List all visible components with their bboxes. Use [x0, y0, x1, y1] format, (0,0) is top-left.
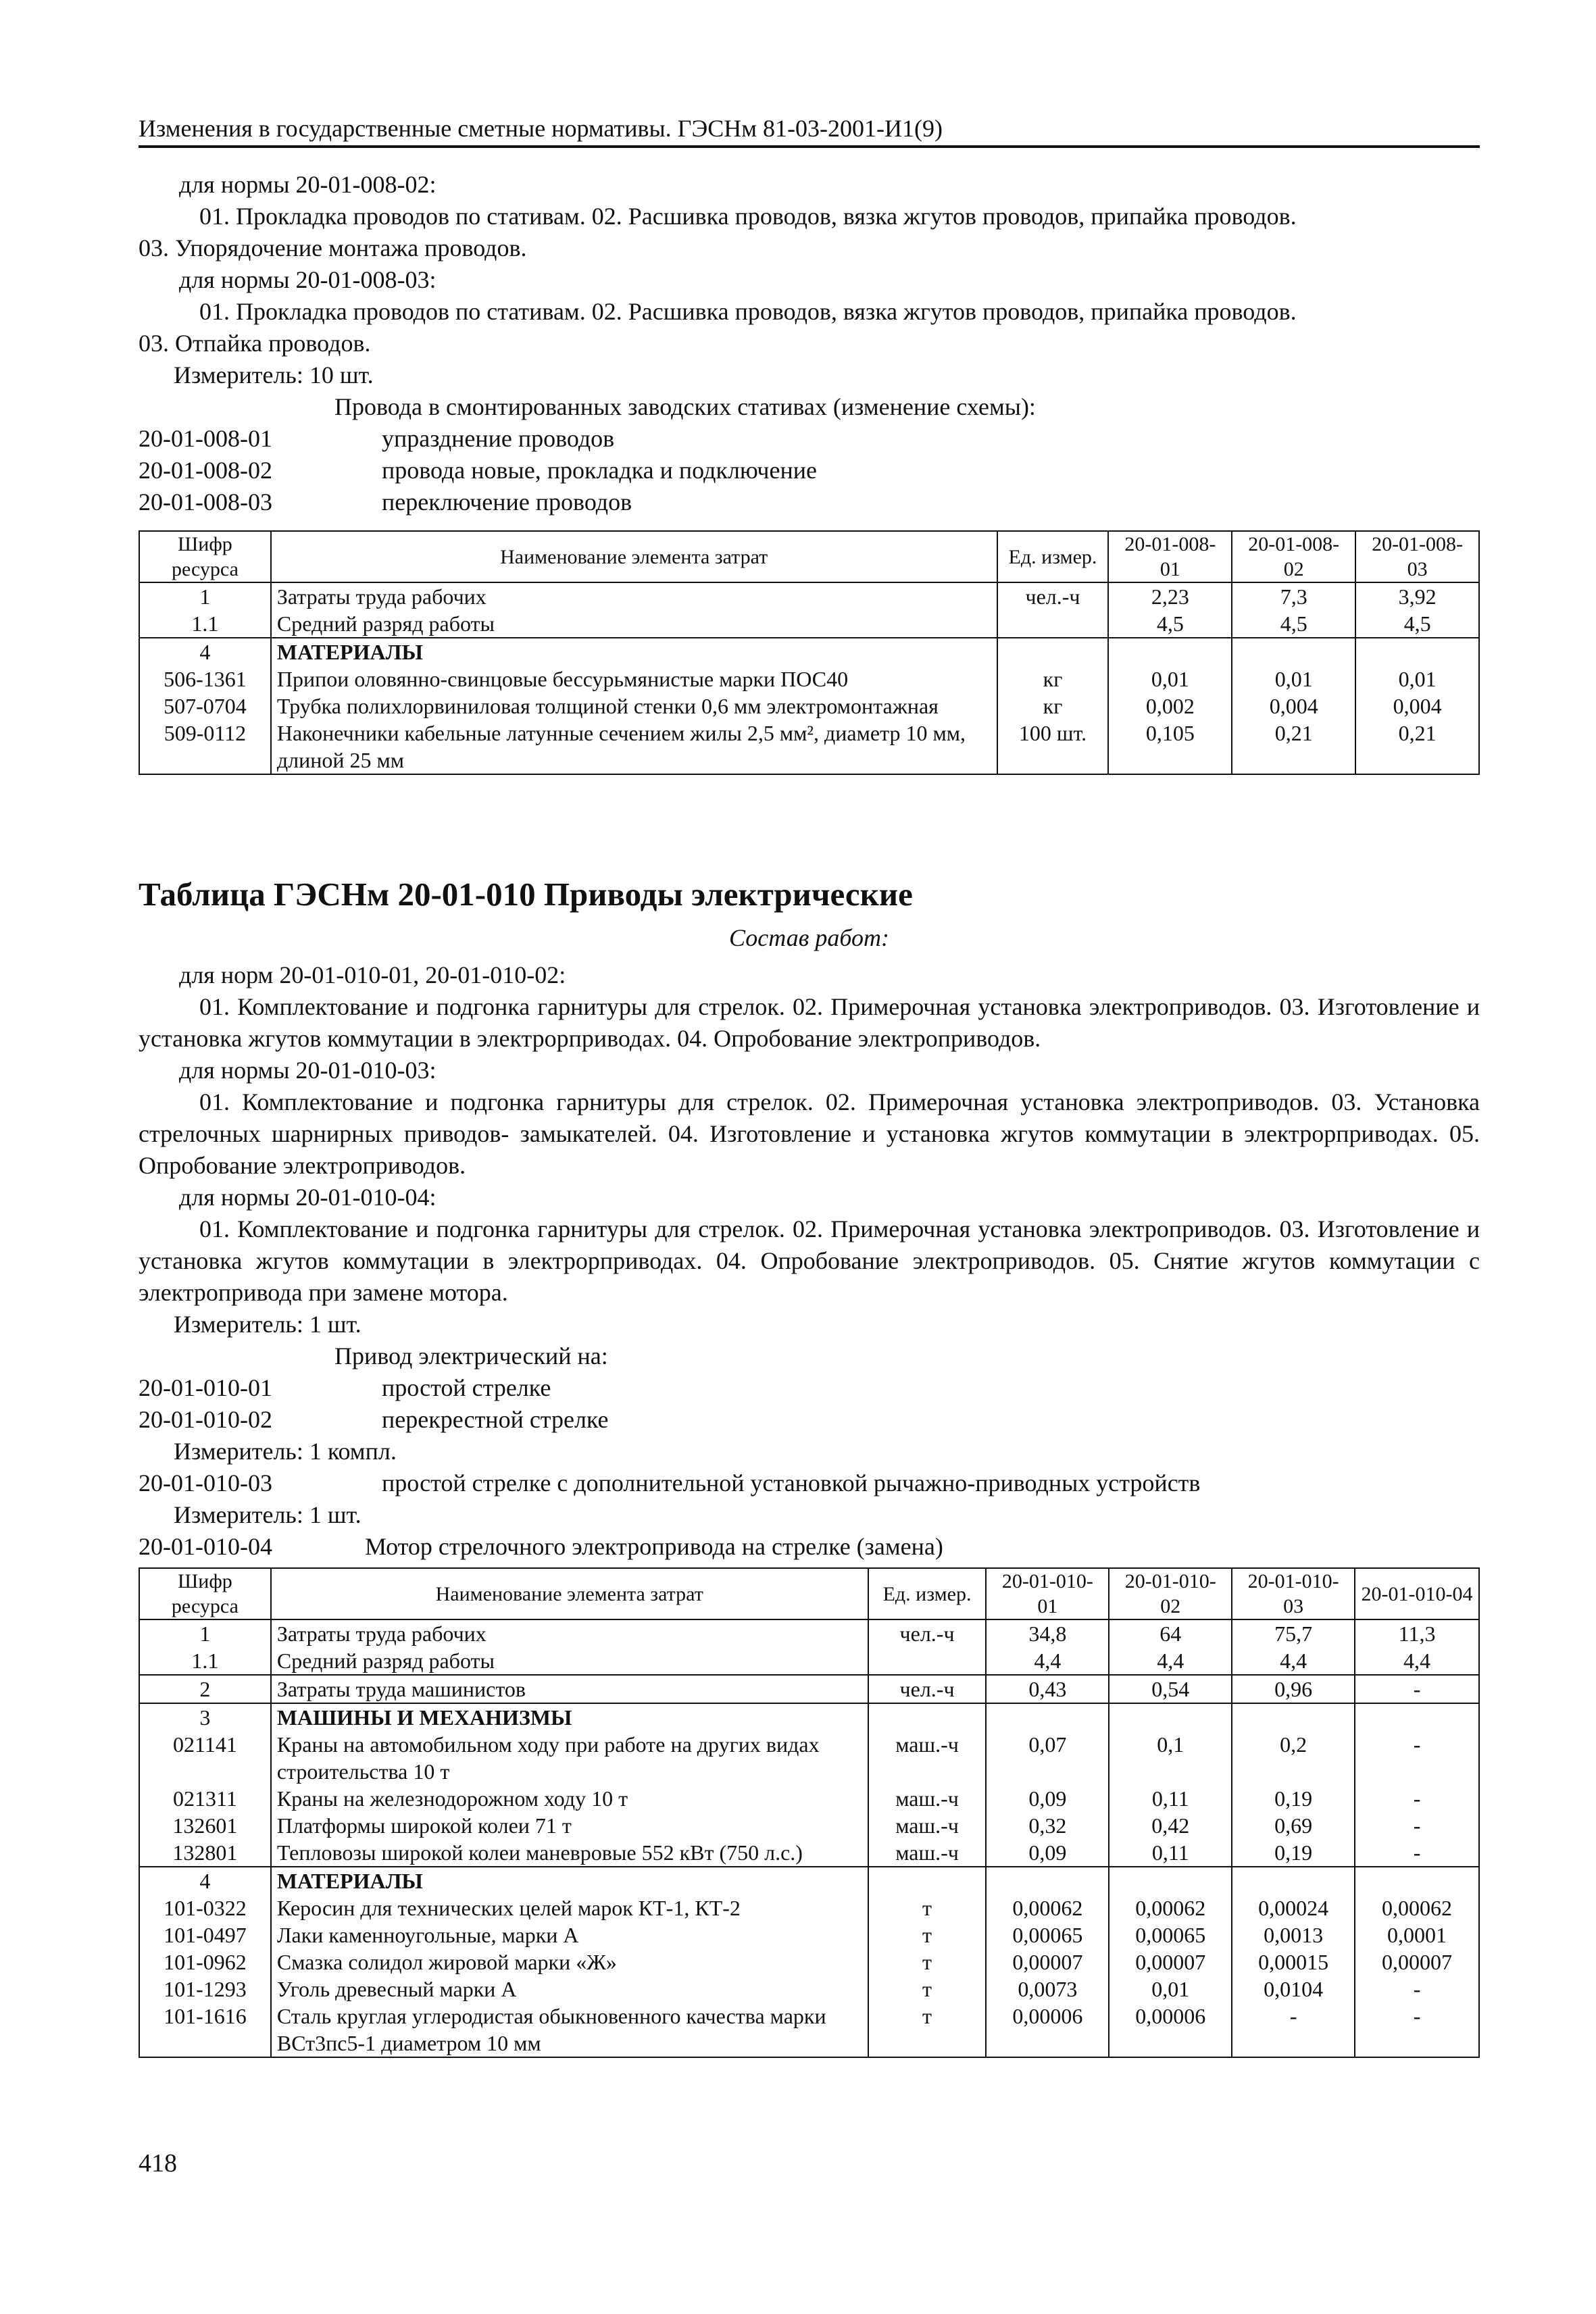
norm-label: для нормы 20-01-010-04: — [179, 1184, 437, 1211]
cell-value: 4,5 — [1355, 610, 1479, 638]
cell-unit — [997, 610, 1109, 638]
cell-value: 0,105 — [1108, 720, 1232, 774]
cell-value: 0,2 — [1232, 1731, 1355, 1785]
cell-name: Лаки каменноугольные, марки А — [271, 1921, 868, 1948]
col-header-norm: 20-01-010-03 — [1232, 1568, 1355, 1619]
cell-value: - — [1355, 1675, 1479, 1703]
cell-code: 1 — [139, 582, 271, 610]
norm-code: 20-01-010-04 — [139, 1533, 272, 1560]
cell-value: 2,23 — [1108, 582, 1232, 610]
cell-value: 0,01 — [1108, 665, 1232, 693]
cell-unit: кг — [997, 665, 1109, 693]
cell-value: 0,002 — [1108, 693, 1232, 720]
cell-value: - — [1355, 1976, 1479, 2003]
resource-table-1 — [139, 530, 1480, 775]
running-header: Изменения в государственные сметные нормативы. ГЭСНм 81-03-2001-И1(9) — [139, 114, 1480, 148]
cell-value: 0,43 — [986, 1675, 1109, 1703]
cell-value: 0,69 — [1232, 1812, 1355, 1839]
page-number: 418 — [139, 2149, 177, 2178]
cell-value: 0,1 — [1109, 1731, 1232, 1785]
col-header-code: Шифр ресурса — [139, 531, 271, 582]
norm-label: для нормы 20-01-010-03: — [179, 1057, 437, 1084]
norm-label: для норм 20-01-010-01, 20-01-010-02: — [179, 961, 566, 988]
cell-name: Затраты труда рабочих — [271, 582, 997, 610]
cell-code: 101-1293 — [139, 1976, 271, 2003]
norm-code-line — [139, 486, 1480, 518]
norm-name: Мотор стрелочного электропривода на стрелке (замена) — [365, 1533, 943, 1560]
table-row — [139, 1731, 1479, 1785]
col-header-unit: Ед. измер. — [868, 1568, 987, 1619]
cell-code: 021311 — [139, 1785, 271, 1812]
cell-value: 0,00006 — [1109, 2003, 1232, 2057]
cell-value: 64 — [1109, 1619, 1232, 1647]
cell-value: 0,00062 — [1109, 1894, 1232, 1921]
norm-label: для нормы 20-01-008-02: — [179, 171, 437, 198]
cell-unit: маш.-ч — [868, 1785, 987, 1812]
col-header-unit: Ед. измер. — [997, 531, 1109, 582]
cell-name: Керосин для технических целей марок КТ-1, КТ-2 — [271, 1894, 868, 1921]
cell-name: Тепловозы широкой колеи маневровые 552 кВт (750 л.с.) — [271, 1839, 868, 1867]
cell-value: 4,5 — [1108, 610, 1232, 638]
table-row — [139, 1675, 1479, 1703]
cell-unit: т — [868, 1894, 987, 1921]
section-heading: МАТЕРИАЛЫ — [271, 638, 997, 665]
cell-value: - — [1355, 1785, 1479, 1812]
cell-name: Смазка солидол жировой марки «Ж» — [271, 1948, 868, 1976]
cell-name: Наконечники кабельные латунные сечением жилы 2,5 мм², диаметр 10 мм, длиной 25 мм — [271, 720, 997, 774]
table-row — [139, 1894, 1479, 1921]
col-header-name: Наименование элемента затрат — [271, 1568, 868, 1619]
norm-label: для нормы 20-01-008-03: — [179, 266, 437, 293]
norm-code-line — [139, 1467, 1480, 1499]
norm-name: упразднение проводов — [382, 425, 615, 452]
work-step: 01. Прокладка проводов по стативам. 02. Расшивка проводов, вязка жгутов проводов, припайка проводов. — [199, 203, 1297, 230]
cell-value: 0,09 — [986, 1839, 1109, 1867]
work-composition-label: Состав работ: — [729, 924, 889, 951]
table-row — [139, 638, 1479, 665]
cell-value: 7,3 — [1232, 582, 1355, 610]
cell-unit: маш.-ч — [868, 1812, 987, 1839]
table-row — [139, 1812, 1479, 1839]
cell-code: 4 — [139, 1867, 271, 1894]
cell-value: 0,09 — [986, 1785, 1109, 1812]
cell-value: 0,21 — [1355, 720, 1479, 774]
cell-unit: т — [868, 1921, 987, 1948]
table-row — [139, 1867, 1479, 1894]
cell-value: 34,8 — [986, 1619, 1109, 1647]
cell-code: 509-0112 — [139, 720, 271, 774]
work-step: 01. Прокладка проводов по стативам. 02. Расшивка проводов, вязка жгутов проводов, припайка проводов. — [199, 298, 1297, 325]
cell-value: - — [1355, 2003, 1479, 2057]
table-row — [139, 1647, 1479, 1675]
cell-value: - — [1232, 2003, 1355, 2057]
cell-name: Затраты труда машинистов — [271, 1675, 868, 1703]
cell-code: 101-0962 — [139, 1948, 271, 1976]
col-header-code: Шифр ресурса — [139, 1568, 271, 1619]
cell-name: Трубка полихлорвиниловая толщиной стенки 0,6 мм электромонтажная — [271, 693, 997, 720]
resource-table-2 — [139, 1567, 1480, 2058]
cell-value: 0,01 — [1355, 665, 1479, 693]
measure-unit: Измеритель: 1 компл. — [174, 1438, 397, 1465]
cell-value: 0,00065 — [1109, 1921, 1232, 1948]
cell-code: 021141 — [139, 1731, 271, 1785]
cell-value: 0,00015 — [1232, 1948, 1355, 1976]
table-row — [139, 1921, 1479, 1948]
norm-name: провода новые, прокладка и подключение — [382, 457, 818, 484]
col-header-norm: 20-01-008-02 — [1232, 531, 1355, 582]
norm-code-line — [139, 1372, 1480, 1404]
norm-code: 20-01-010-02 — [139, 1406, 272, 1433]
cell-code: 1 — [139, 1619, 271, 1647]
cell-unit: чел.-ч — [868, 1675, 987, 1703]
measure-unit: Измеритель: 10 шт. — [174, 361, 374, 388]
norm-code-line — [139, 455, 1480, 486]
cell-value: 0,0013 — [1232, 1921, 1355, 1948]
cell-value: 0,42 — [1109, 1812, 1232, 1839]
norm-name: простой стрелке — [382, 1374, 551, 1401]
cell-code: 101-1616 — [139, 2003, 271, 2057]
cell-value: 4,4 — [1109, 1647, 1232, 1675]
cell-code: 507-0704 — [139, 693, 271, 720]
cell-value: 75,7 — [1232, 1619, 1355, 1647]
cell-code: 132801 — [139, 1839, 271, 1867]
norm-code-line — [139, 1531, 1480, 1563]
work-steps: 01. Комплектование и подгонка гарнитуры для стрелок. 02. Примерочная установка электроприводов. 03. Установка стрелочных шарнирных приводов- замыкателей. 04. Изготовление и установка жгутов коммутации в электрорприводах. 05. Опробование электроприводов. — [139, 1088, 1480, 1179]
cell-unit: 100 шт. — [997, 720, 1109, 774]
cell-name: Краны на автомобильном ходу при работе на других видах строительства 10 т — [271, 1731, 868, 1785]
measure-unit: Измеритель: 1 шт. — [174, 1311, 361, 1338]
cell-unit: чел.-ч — [997, 582, 1109, 610]
cell-value: 0,004 — [1355, 693, 1479, 720]
table-row — [139, 693, 1479, 720]
table-row — [139, 2003, 1479, 2057]
norm-code-line — [139, 423, 1480, 455]
col-header-norm: 20-01-008-01 — [1108, 531, 1232, 582]
cell-name: Средний разряд работы — [271, 1647, 868, 1675]
cell-value: 0,01 — [1109, 1976, 1232, 2003]
cell-code: 1.1 — [139, 1647, 271, 1675]
cell-value: 0,21 — [1232, 720, 1355, 774]
table-row — [139, 1703, 1479, 1731]
table-row — [139, 720, 1479, 774]
cell-value: 0,54 — [1109, 1675, 1232, 1703]
cell-value: - — [1355, 1731, 1479, 1785]
cell-code: 101-0322 — [139, 1894, 271, 1921]
section-heading: МАТЕРИАЛЫ — [271, 1867, 868, 1894]
cell-value: 0,32 — [986, 1812, 1109, 1839]
norm-name: перекрестной стрелке — [382, 1406, 609, 1433]
cell-unit: т — [868, 2003, 987, 2057]
col-header-norm: 20-01-010-01 — [986, 1568, 1109, 1619]
cell-name: Припои оловянно-свинцовые бессурьмянистые марки ПОС40 — [271, 665, 997, 693]
cell-value: 0,11 — [1109, 1785, 1232, 1812]
table-title: Таблица ГЭСНм 20-01-010 Приводы электрические — [139, 876, 913, 913]
cell-value: 3,92 — [1355, 582, 1479, 610]
cell-value: 0,96 — [1232, 1675, 1355, 1703]
work-steps: 01. Комплектование и подгонка гарнитуры для стрелок. 02. Примерочная установка электроприводов. 03. Изготовление и установка жгутов коммутации в электрорприводах. 04. Опробование электроприводов. — [139, 993, 1480, 1052]
cell-unit: чел.-ч — [868, 1619, 987, 1647]
table-row — [139, 1976, 1479, 2003]
cell-code: 506-1361 — [139, 665, 271, 693]
work-steps: 01. Комплектование и подгонка гарнитуры для стрелок. 02. Примерочная установка электроприводов. 03. Изготовление и установка жгутов коммутации в электрорприводах. 04. Опробование электроприводов. 05. Снятие жгутов коммутации с электропривода при замене мотора. — [139, 1215, 1480, 1306]
norm-code: 20-01-010-01 — [139, 1374, 272, 1401]
cell-code: 1.1 — [139, 610, 271, 638]
norm-name: переключение проводов — [382, 488, 632, 515]
col-header-norm: 20-01-008-03 — [1355, 531, 1479, 582]
cell-unit: маш.-ч — [868, 1839, 987, 1867]
norm-code: 20-01-008-01 — [139, 425, 272, 452]
cell-value: 0,00006 — [986, 2003, 1109, 2057]
cell-value: 0,07 — [986, 1731, 1109, 1785]
section-heading: МАШИНЫ И МЕХАНИЗМЫ — [271, 1703, 868, 1731]
cell-name: Средний разряд работы — [271, 610, 997, 638]
work-step: 03. Отпайка проводов. — [139, 330, 371, 357]
table-row — [139, 1785, 1479, 1812]
col-header-norm: 20-01-010-04 — [1355, 1568, 1479, 1619]
cell-unit: кг — [997, 693, 1109, 720]
norm-code: 20-01-008-03 — [139, 488, 272, 515]
table-row — [139, 1839, 1479, 1867]
work-step: 03. Упорядочение монтажа проводов. — [139, 234, 527, 261]
table-row — [139, 1619, 1479, 1647]
table-row — [139, 610, 1479, 638]
cell-value: 0,11 — [1109, 1839, 1232, 1867]
cell-code: 132601 — [139, 1812, 271, 1839]
cell-name: Затраты труда рабочих — [271, 1619, 868, 1647]
cell-name: Уголь древесный марки А — [271, 1976, 868, 2003]
cell-unit: т — [868, 1976, 987, 2003]
group-heading: Провода в смонтированных заводских стативах (изменение схемы): — [334, 393, 1036, 420]
cell-value: 4,4 — [1232, 1647, 1355, 1675]
cell-unit — [868, 1647, 987, 1675]
cell-value: 0,0001 — [1355, 1921, 1479, 1948]
cell-unit: т — [868, 1948, 987, 1976]
norm-code: 20-01-010-03 — [139, 1469, 272, 1496]
col-header-norm: 20-01-010-02 — [1109, 1568, 1232, 1619]
table-row — [139, 1948, 1479, 1976]
cell-value: 0,004 — [1232, 693, 1355, 720]
cell-code: 3 — [139, 1703, 271, 1731]
cell-value: 4,4 — [986, 1647, 1109, 1675]
cell-value: 0,0104 — [1232, 1976, 1355, 2003]
cell-name: Платформы широкой колеи 71 т — [271, 1812, 868, 1839]
cell-value: 0,00062 — [1355, 1894, 1479, 1921]
col-header-name: Наименование элемента затрат — [271, 531, 997, 582]
cell-value: 4,5 — [1232, 610, 1355, 638]
cell-value: 0,19 — [1232, 1839, 1355, 1867]
cell-value: 0,00024 — [1232, 1894, 1355, 1921]
cell-value: 0,00065 — [986, 1921, 1109, 1948]
norm-name: простой стрелке с дополнительной установкой рычажно-приводных устройств — [382, 1469, 1201, 1496]
cell-name: Краны на железнодорожном ходу 10 т — [271, 1785, 868, 1812]
cell-value: 0,0073 — [986, 1976, 1109, 2003]
cell-value: 0,01 — [1232, 665, 1355, 693]
table-row — [139, 582, 1479, 610]
cell-value: - — [1355, 1839, 1479, 1867]
cell-code: 2 — [139, 1675, 271, 1703]
cell-value: 4,4 — [1355, 1647, 1479, 1675]
cell-code: 101-0497 — [139, 1921, 271, 1948]
cell-value: 0,00007 — [1355, 1948, 1479, 1976]
cell-value: 0,00062 — [986, 1894, 1109, 1921]
cell-unit: маш.-ч — [868, 1731, 987, 1785]
cell-name: Сталь круглая углеродистая обыкновенного качества марки ВСт3пс5-1 диаметром 10 мм — [271, 2003, 868, 2057]
cell-code: 4 — [139, 638, 271, 665]
measure-unit: Измеритель: 1 шт. — [174, 1501, 361, 1528]
norm-code-line — [139, 1404, 1480, 1436]
norm-code: 20-01-008-02 — [139, 457, 272, 484]
group-heading: Привод электрический на: — [334, 1342, 608, 1369]
table-row — [139, 665, 1479, 693]
cell-value: 0,00007 — [1109, 1948, 1232, 1976]
cell-value: 11,3 — [1355, 1619, 1479, 1647]
cell-value: 0,19 — [1232, 1785, 1355, 1812]
cell-value: 0,00007 — [986, 1948, 1109, 1976]
cell-value: - — [1355, 1812, 1479, 1839]
